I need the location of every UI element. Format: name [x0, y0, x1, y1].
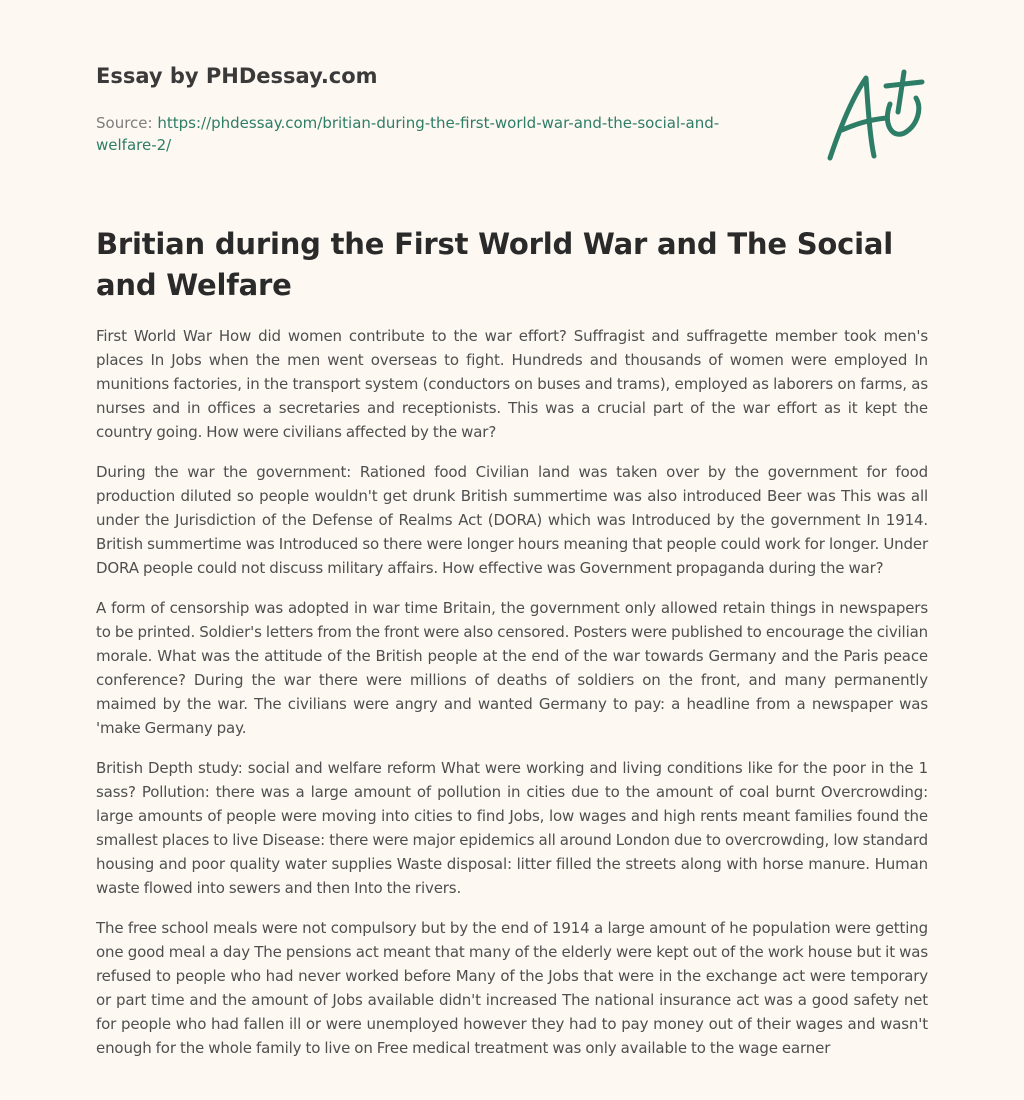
paragraph: First World War How did women contribute to the war effort? Suffragist and suffragette member took men's places In Jobs when the men went overseas to fight. Hundreds and thousands of women were employed In munitions factories, in the transport system (conductors on buses and trams), employed as laborers on farms, as nurses and in offices a secretaries and receptionists. This was a crucial part of the war effort as it kept the country going. How were civilians affected by the war?: [96, 327, 928, 441]
source-label: Source:: [96, 114, 153, 132]
source-line: [96, 112, 756, 156]
site-brand: Essay by PHDessay.com: [96, 64, 378, 88]
paragraph: A form of censorship was adopted in war time Britain, the government only allowed retain things in newspapers to be printed. Soldier's letters from the front were also censored. Posters were published to encourage the civilian morale. What was the attitude of the British people at the end of the war towards Germany and the Paris peace conference? During the war there were millions of deaths of soldiers on the front, and many permanently maimed by the war. The civilians were angry and wanted Germany to pay: a headline from a newspaper was 'make Germany pay.: [96, 599, 928, 737]
paragraph: During the war the government: Rationed food Civilian land was taken over by the government for food production diluted so people wouldn't get drunk British summertime was also introduced Beer was This was all under the Jurisdiction of the Defense of Realms Act (DORA) which was Introduced by the government In 1914. British summertime was Introduced so there were longer hours meaning that people could work for longer. Under DORA people could not discuss military affairs. How effective was Government propaganda during the war?: [96, 463, 928, 577]
source-link[interactable]: https://phdessay.com/britian-during-the-first-world-war-and-the-social-and-welfare-2/: [96, 114, 720, 154]
article-body: [96, 324, 928, 1076]
article-title: Britian during the First World War and The Social and Welfare: [96, 227, 893, 302]
paragraph: British Depth study: social and welfare reform What were working and living conditions like for the poor in the 1 sass? Pollution: there was a large amount of pollution in cities due to the amount of coal burnt Overcrowding: large amounts of people were moving into cities to find Jobs, low wages and high rents meant families found the smallest places to live Disease: there were major epidemics all around London due to overcrowding, low standard housing and poor quality water supplies Waste disposal: litter filled the streets along with horse manure. Human waste flowed into sewers and then Into the rivers.: [96, 759, 928, 897]
paragraph: The free school meals were not compulsory but by the end of 1914 a large amount of he population were getting one good meal a day The pensions act meant that many of the elderly were kept out of the work house but it was refused to people who had never worked before Many of the Jobs that were in the exchange act were temporary or part time and the amount of Jobs available didn't increased The national insurance act was a good safety net for people who had fallen ill or were unemployed however they had to pay money out of their wages and wasn't enough for the whole family to live on Free medical treatment was only available to the wage earner: [96, 919, 928, 1057]
a-plus-logo-icon: [820, 68, 930, 168]
